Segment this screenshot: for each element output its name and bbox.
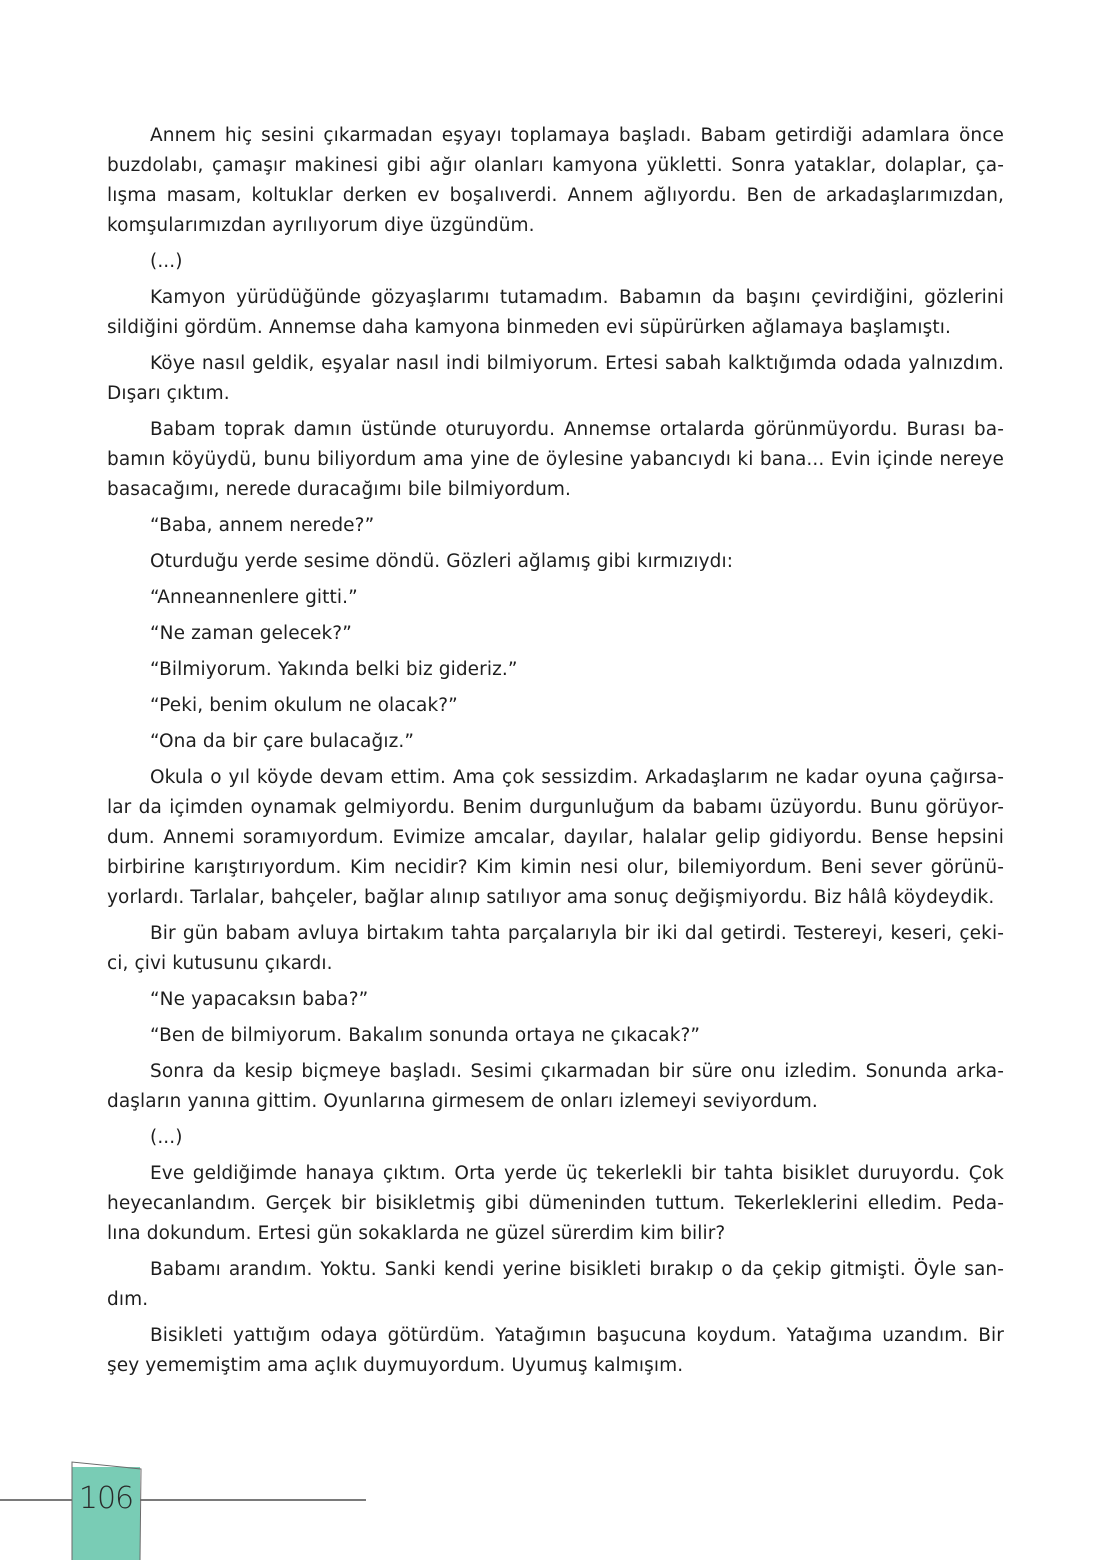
text-line: lışma masam, koltuklar derken ev boşalıverdi. Annem ağlıyordu. Ben de arkadaşlarımızdan, (107, 185, 1004, 206)
paragraph (107, 583, 1004, 613)
text-line: Eve geldiğimde hanaya çıktım. Orta yerde üç tekerlekli bir tahta bisiklet duruyordu. Çok (150, 1163, 1004, 1184)
text-line: dum. Annemi soramıyordum. Evimize amcalar, dayılar, halalar gelip gidiyordu. Bense hepsini (107, 827, 1004, 848)
paragraph (107, 1123, 1004, 1153)
paragraph (107, 283, 1004, 343)
text-line: (...) (150, 1127, 183, 1148)
paragraph (107, 619, 1004, 649)
paragraph (107, 415, 1004, 505)
text-line: “Ona da bir çare bulacağız.” (150, 731, 415, 752)
text-line: dım. (107, 1289, 149, 1310)
paragraph (107, 919, 1004, 979)
page-number: 106 (78, 1481, 134, 1516)
text-line: “Ben de bilmiyorum. Bakalım sonunda ortaya ne çıkacak?” (150, 1025, 701, 1046)
text-line: ci, çivi kutusunu çıkardı. (107, 953, 333, 974)
text-line: basacağımı, nerede duracağımı bile bilmiyordum. (107, 479, 571, 500)
paragraph (107, 763, 1004, 913)
text-line: daşların yanına gittim. Oyunlarına girmesem de onları izlemeyi seviyordum. (107, 1091, 818, 1112)
text-line: Kamyon yürüdüğünde gözyaşlarımı tutamadım. Babamın da başını çevirdiğini, gözlerini (150, 287, 1004, 308)
text-line: birbirine karıştırıyordum. Kim necidir? Kim kimin nesi olur, bilemiyordum. Beni sever görünü- (107, 857, 1004, 878)
text-line: Babam toprak damın üstünde oturuyordu. Annemse ortalarda görünmüyordu. Burası ba- (150, 419, 1004, 440)
text-line: bamın köyüydü, bunu biliyordum ama yine de öylesine yabancıydı ki bana... Evin içinde nereye (107, 449, 1004, 470)
paragraph (107, 691, 1004, 721)
text-line: Köye nasıl geldik, eşyalar nasıl indi bilmiyorum. Ertesi sabah kalktığımda odada yalnızdım. (150, 353, 1004, 374)
text-line: Oturduğu yerde sesime döndü. Gözleri ağlamış gibi kırmızıydı: (150, 551, 734, 572)
paragraph (107, 655, 1004, 685)
text-line: Bisikleti yattığım odaya götürdüm. Yatağımın başucuna koydum. Yatağıma uzandım. Bir (150, 1325, 1004, 1346)
text-line: “Bilmiyorum. Yakında belki biz gideriz.” (150, 659, 518, 680)
text-line: yorlardı. Tarlalar, bahçeler, bağlar alınıp satılıyor ama sonuç değişmiyordu. Biz hâlâ köydeydik. (107, 887, 995, 908)
paragraph (107, 1021, 1004, 1051)
text-line: Okula o yıl köyde devam ettim. Ama çok sessizdim. Arkadaşlarım ne kadar oyuna çağırsa- (150, 767, 1004, 788)
paragraph (107, 349, 1004, 409)
text-line: şey yememiştim ama açlık duymuyordum. Uyumuş kalmışım. (107, 1355, 684, 1376)
paragraph (107, 1057, 1004, 1117)
text-line: “Ne zaman gelecek?” (150, 623, 352, 644)
paragraph (107, 1159, 1004, 1249)
text-line: Babamı arandım. Yoktu. Sanki kendi yerine bisikleti bırakıp o da çekip gitmişti. Öyle san- (150, 1259, 1004, 1280)
text-line: Sonra da kesip biçmeye başladı. Sesimi çıkarmadan bir süre onu izledim. Sonunda arka- (150, 1061, 1004, 1082)
paragraph (107, 985, 1004, 1015)
paragraph (107, 547, 1004, 577)
text-line: Annem hiç sesini çıkarmadan eşyayı toplamaya başladı. Babam getirdiği adamlara önce (150, 125, 1004, 146)
text-line: “Baba, annem nerede?” (150, 515, 375, 536)
text-line: “Anneannenlere gitti.” (150, 587, 358, 608)
footer-rule (0, 1499, 366, 1501)
text-line: (...) (150, 251, 183, 272)
text-line: lar da içimden oynamak gelmiyordu. Benim durgunluğum da babamı üzüyordu. Bunu görüyor- (107, 797, 1004, 818)
paragraph (107, 247, 1004, 277)
paragraph (107, 1321, 1004, 1381)
paragraph (107, 1255, 1004, 1315)
text-line: heyecanlandım. Gerçek bir bisikletmiş gibi dümeninden tuttum. Tekerleklerini elledim. Peda- (107, 1193, 1004, 1214)
text-line: “Peki, benim okulum ne olacak?” (150, 695, 458, 716)
text-line: “Ne yapacaksın baba?” (150, 989, 369, 1010)
paragraph (107, 727, 1004, 757)
story-text-body (107, 121, 1004, 1387)
text-line: Dışarı çıktım. (107, 383, 230, 404)
paragraph (107, 121, 1004, 241)
text-line: lına dokundum. Ertesi gün sokaklarda ne güzel sürerdim kim bilir? (107, 1223, 726, 1244)
text-line: buzdolabı, çamaşır makinesi gibi ağır olanları kamyona yükletti. Sonra yataklar, dolaplar, ça- (107, 155, 1004, 176)
text-line: sildiğini gördüm. Annemse daha kamyona binmeden evi süpürürken ağlamaya başlamıştı. (107, 317, 951, 338)
text-line: komşularımızdan ayrılıyorum diye üzgündüm. (107, 215, 535, 236)
paragraph (107, 511, 1004, 541)
text-line: Bir gün babam avluya birtakım tahta parçalarıyla bir iki dal getirdi. Testereyi, keseri, çeki- (150, 923, 1004, 944)
